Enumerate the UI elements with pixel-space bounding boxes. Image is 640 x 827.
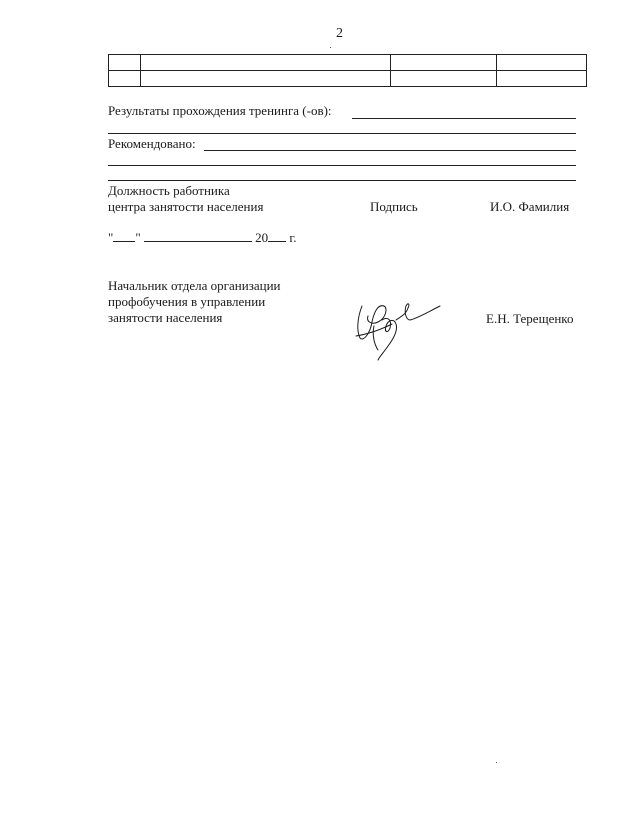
employee-position-line: Должность работника	[108, 183, 230, 198]
year-prefix: 20	[255, 230, 269, 245]
scan-speck	[330, 47, 331, 48]
page-number: 2	[336, 26, 343, 41]
day-blank	[113, 230, 135, 242]
recommended-label: Рекомендовано:	[108, 136, 196, 151]
approver-position-line: Начальник отдела организации	[108, 278, 281, 293]
name-caption: И.О. Фамилия	[490, 199, 570, 214]
month-blank	[144, 230, 252, 242]
results-fill-line	[352, 118, 576, 119]
table-cell	[497, 71, 587, 87]
handwritten-signature	[348, 290, 448, 362]
form-table	[108, 54, 587, 87]
approver-position-line: занятости населения	[108, 310, 223, 325]
table-row	[109, 71, 587, 87]
year-blank	[268, 230, 286, 242]
table-row	[109, 55, 587, 71]
table-cell	[109, 71, 141, 87]
table-cell	[391, 71, 497, 87]
date-line	[108, 230, 297, 246]
approver-position	[108, 278, 280, 326]
signature-caption: Подпись	[370, 199, 418, 214]
employee-position	[108, 183, 263, 215]
recommended-fill-line	[204, 150, 576, 151]
scan-speck	[496, 762, 497, 763]
table-cell	[141, 71, 391, 87]
table-cell	[141, 55, 391, 71]
year-suffix: г.	[289, 230, 297, 245]
results-label: Результаты прохождения тренинга (-ов):	[108, 103, 332, 118]
employee-position-line: центра занятости населения	[108, 199, 264, 214]
date-open-quote: "	[108, 230, 114, 245]
table-cell	[497, 55, 587, 71]
date-close-quote: "	[135, 230, 141, 245]
approver-position-line: профобучения в управлении	[108, 294, 266, 309]
results-fill-line	[108, 133, 576, 134]
recommended-fill-line	[108, 165, 576, 166]
table-cell	[391, 55, 497, 71]
approver-name: Е.Н. Терещенко	[486, 311, 574, 326]
table-cell	[109, 55, 141, 71]
recommended-fill-line	[108, 180, 576, 181]
